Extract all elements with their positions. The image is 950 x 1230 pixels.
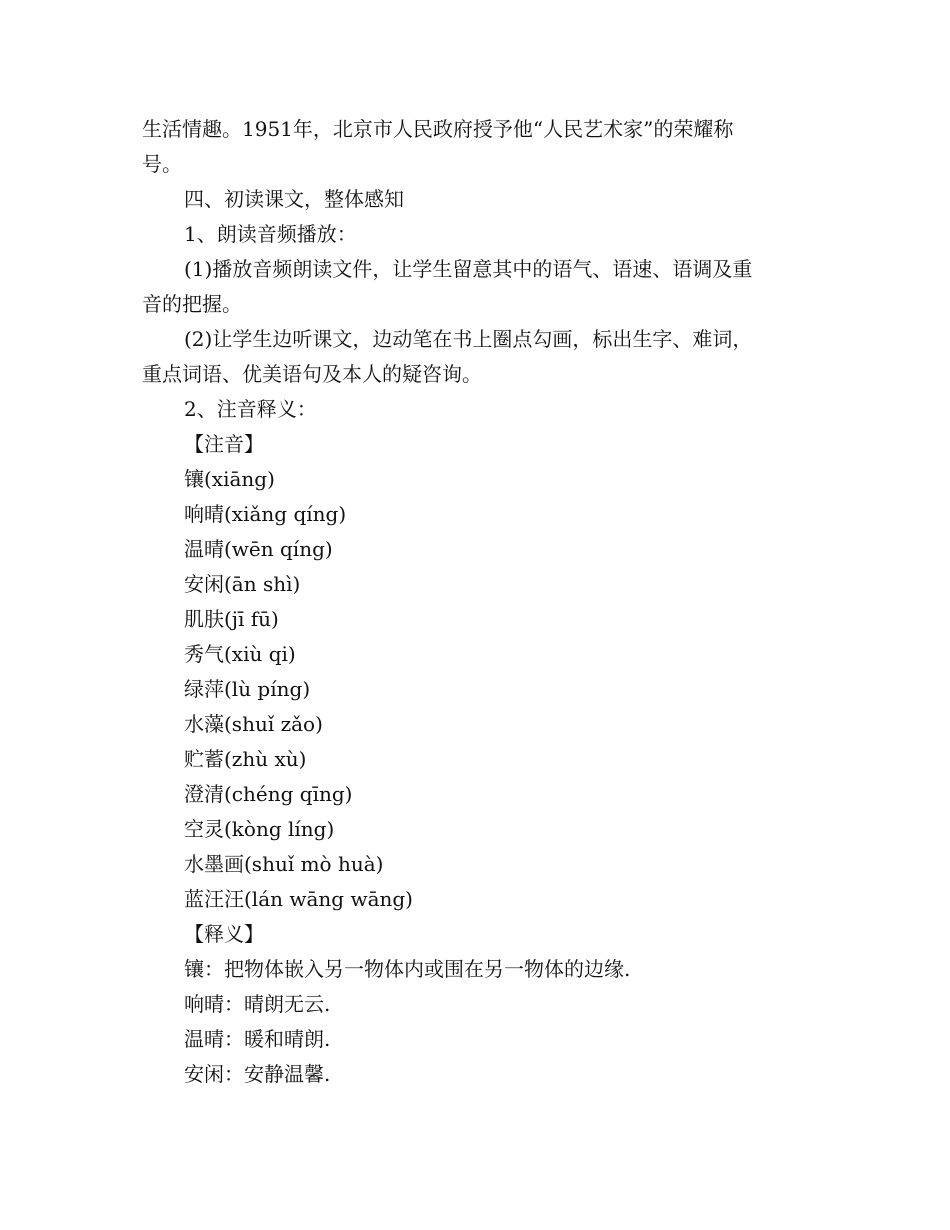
pinyin-entry: 响晴(xiǎng qíng) (184, 502, 347, 526)
paragraph-line: 号。 (142, 152, 182, 176)
definition-entry: 温晴：暖和晴朗. (184, 1027, 331, 1051)
paragraph-line: 重点词语、优美语句及本人的疑咨询。 (142, 362, 482, 386)
pinyin-entry: 镶(xiāng) (184, 467, 275, 491)
definition-entry: 响晴：晴朗无云. (184, 992, 331, 1016)
definition-entry: 安闲：安静温馨. (184, 1062, 331, 1086)
paragraph-line: (2)让学生边听课文，边动笔在书上圈点勾画，标出生字、难词， (184, 327, 753, 351)
pinyin-entry: 贮蓄(zhù xù) (184, 747, 307, 771)
definition-heading: 【释义】 (184, 922, 264, 946)
list-item-heading: 1、朗读音频播放： (184, 222, 357, 246)
pinyin-entry: 蓝汪汪(lán wāng wāng) (184, 887, 413, 911)
pinyin-heading: 【注音】 (184, 432, 264, 456)
pinyin-entry: 水墨画(shuǐ mò huà) (184, 852, 384, 876)
paragraph-line: 生活情趣。1951年，北京市人民政府授予他“人民艺术家”的荣耀称 (142, 117, 734, 141)
pinyin-entry: 水藻(shuǐ zǎo) (184, 712, 323, 736)
pinyin-entry: 温晴(wēn qíng) (184, 537, 333, 561)
pinyin-entry: 秀气(xiù qi) (184, 642, 296, 666)
pinyin-entry: 安闲(ān shì) (184, 572, 301, 596)
list-item-heading: 2、注音释义： (184, 397, 317, 421)
section-heading: 四、初读课文，整体感知 (184, 187, 404, 211)
paragraph-line: 音的把握。 (142, 292, 242, 316)
pinyin-entry: 肌肤(jī fū) (184, 607, 279, 631)
paragraph-line: (1)播放音频朗读文件，让学生留意其中的语气、语速、语调及重 (184, 257, 753, 281)
pinyin-entry: 绿萍(lù píng) (184, 677, 311, 701)
pinyin-entry: 澄清(chéng qīng) (184, 782, 353, 806)
definition-entry: 镶：把物体嵌入另一物体内或围在另一物体的边缘. (184, 957, 631, 981)
pinyin-entry: 空灵(kòng líng) (184, 817, 335, 841)
